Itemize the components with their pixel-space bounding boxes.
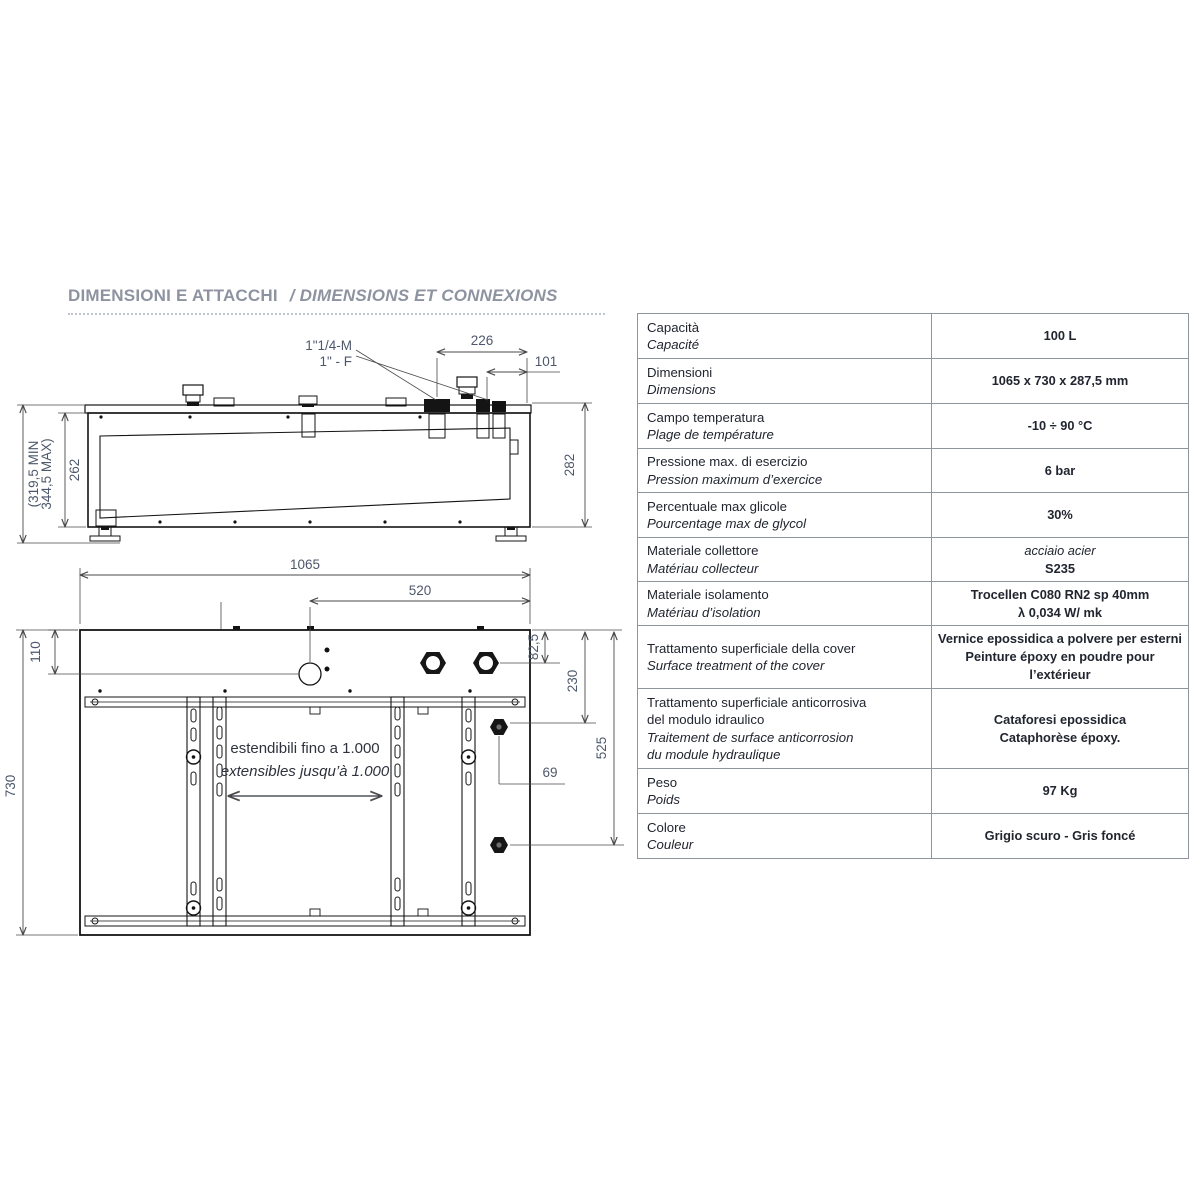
spec-value: Cataforesi epossidica Cataphorèse époxy. — [932, 689, 1189, 769]
dim-282: 282 — [562, 453, 577, 477]
spec-label: Colore Couleur — [638, 814, 932, 859]
spec-value: Vernice epossidica a polvere per esterni Peinture époxy en poudre pour l’extérieur — [932, 626, 1189, 689]
technical-drawings — [0, 330, 640, 970]
spec-value: 1065 x 730 x 287,5 mm — [932, 359, 1189, 404]
spec-value: acciaio acier S235 — [932, 538, 1189, 582]
spec-value: 30% — [932, 493, 1189, 538]
spec-label: Dimensioni Dimensions — [638, 359, 932, 404]
extendable-note-fr: extensibles jusqu’à 1.000 — [220, 763, 390, 780]
spec-value: 100 L — [932, 314, 1189, 359]
spec-value: Grigio scuro - Gris foncé — [932, 814, 1189, 859]
port-label-female: 1" - F — [319, 354, 352, 369]
spec-row-capacity — [638, 314, 1189, 359]
spec-row-anticorrosion-treatment — [638, 689, 1189, 769]
spec-row-max-pressure — [638, 449, 1189, 493]
spec-label: Capacità Capacité — [638, 314, 932, 359]
spec-row-cover-treatment — [638, 626, 1189, 689]
spec-label: Campo temperatura Plage de température — [638, 404, 932, 449]
spec-value: -10 ÷ 90 °C — [932, 404, 1189, 449]
section-title-it: DIMENSIONI E ATTACCHI — [68, 286, 278, 305]
section-title — [68, 286, 605, 315]
dim-min-height: (319,5 MIN — [26, 440, 41, 508]
spec-label: Materiale collettore Matériau collecteur — [638, 538, 932, 582]
spec-label: Peso Poids — [638, 769, 932, 814]
spec-label: Trattamento superficiale della cover Surface treatment of the cover — [638, 626, 932, 689]
spec-row-color — [638, 814, 1189, 859]
back-view-drawing — [3, 557, 624, 935]
spec-label: Trattamento superficiale anticorrosiva del modulo idraulico Traitement de surface anticorrosion du module hydraulique — [638, 689, 932, 769]
dim-262: 262 — [67, 458, 82, 482]
spec-row-dimensions — [638, 359, 1189, 404]
spec-row-collector-material — [638, 538, 1189, 582]
spec-row-max-glycol — [638, 493, 1189, 538]
spec-row-weight — [638, 769, 1189, 814]
spec-value: Trocellen C080 RN2 sp 40mm λ 0,034 W/ mk — [932, 582, 1189, 626]
dim-82-5: 82,5 — [526, 633, 541, 661]
spec-table — [637, 313, 1189, 859]
spec-label: Percentuale max glicole Pourcentage max de glycol — [638, 493, 932, 538]
dim-730: 730 — [3, 774, 18, 798]
dim-101: 101 — [534, 354, 558, 369]
spec-value: 6 bar — [932, 449, 1189, 493]
dim-max-height: 344,5 MAX) — [39, 438, 54, 510]
dim-230: 230 — [565, 669, 580, 693]
dim-1065: 1065 — [289, 557, 321, 572]
section-title-fr: / DIMENSIONS ET CONNEXIONS — [289, 286, 558, 305]
spec-label: Materiale isolamento Matériau d’isolation — [638, 582, 932, 626]
dim-110: 110 — [28, 641, 43, 663]
spec-label: Pressione max. di esercizio Pression maximum d’exercice — [638, 449, 932, 493]
spec-value: 97 Kg — [932, 769, 1189, 814]
spec-row-temperature-range — [638, 404, 1189, 449]
dim-226: 226 — [470, 333, 494, 348]
port-label-male: 1"1/4-M — [305, 338, 352, 353]
spec-row-insulation-material — [638, 582, 1189, 626]
extendable-note-it: estendibili fino a 1.000 — [230, 740, 380, 757]
side-view-drawing — [17, 333, 592, 543]
dim-520: 520 — [408, 583, 432, 598]
dim-69: 69 — [542, 765, 558, 780]
dim-525: 525 — [594, 736, 609, 760]
